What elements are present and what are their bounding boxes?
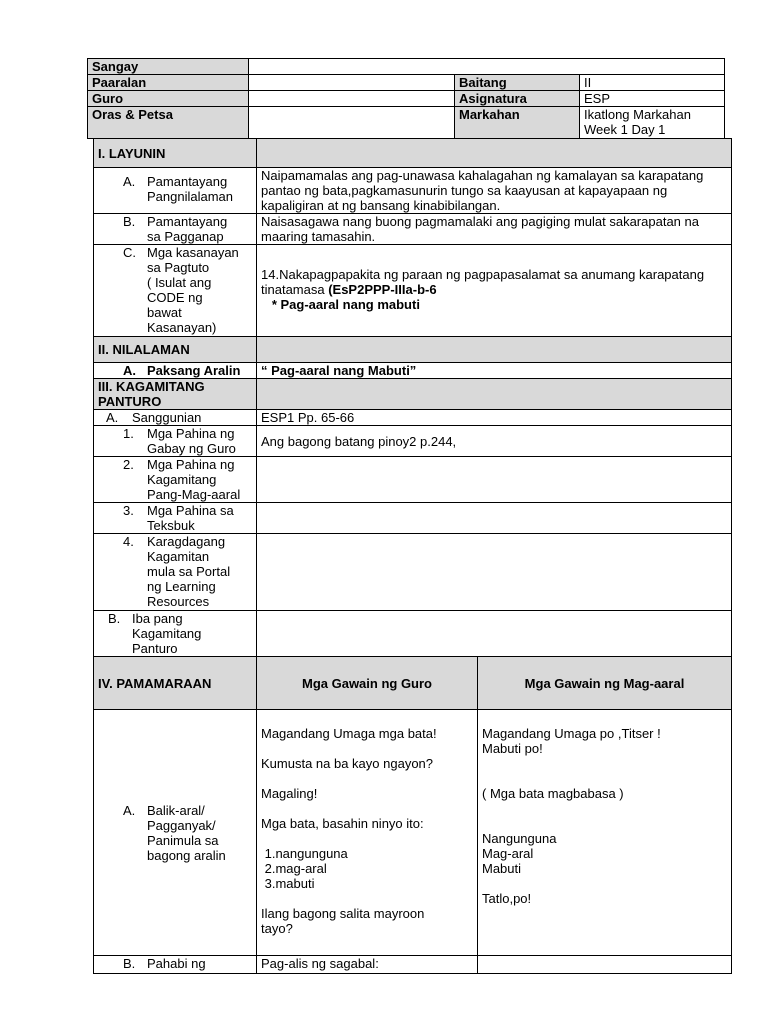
nilalaman-heading-fill xyxy=(257,337,732,363)
sanggunian-value: ESP1 Pp. 65-66 xyxy=(257,410,732,426)
guro-line: Magaling! xyxy=(261,786,318,801)
markahan-value-line-1: Ikatlong Markahan xyxy=(584,107,691,122)
balik-aral-guro xyxy=(257,710,478,956)
pahabi-guro: Pag-alis ng sagabal: xyxy=(257,956,478,974)
kasanayan-subtopic: * Pag-aaral nang mabuti xyxy=(261,297,420,312)
pahabi-label: B. Pahabi ng xyxy=(94,956,257,974)
magaaral-line xyxy=(482,771,727,786)
pamantayang-pagganap-value: Naisasagawa nang buong pagmamalaki ang pagiging mulat sakarapatan na maaring tamasahin. xyxy=(257,214,732,245)
guro-line xyxy=(261,831,473,846)
layunin-heading-fill xyxy=(257,139,732,168)
kasanayan-value xyxy=(257,245,732,337)
baitang-value: II xyxy=(580,75,725,91)
paksang-aralin-label: A. Paksang Aralin xyxy=(94,363,257,379)
magaaral-line xyxy=(482,816,727,831)
baitang-label: Baitang xyxy=(455,75,580,91)
magaaral-line: Magandang Umaga po ,Titser ! xyxy=(482,726,661,741)
oras-value xyxy=(249,107,455,139)
pamantayang-pangnilalaman-value: Naipamamalas ang pag-unawasa kahalagahan ng kamalayan sa karapatang pantao ng bata,pagkamasunurin tungo sa kaayusan at kapayapaan ng kapaligiran at ng bansang kinabibilangan. xyxy=(257,168,732,214)
markahan-value-line-2: Week 1 Day 1 xyxy=(584,122,666,137)
header-table xyxy=(87,58,725,139)
magaaral-line xyxy=(482,801,727,816)
guro-line: Magandang Umaga mga bata! xyxy=(261,726,437,741)
guro-line: 1.nangunguna xyxy=(261,846,348,861)
guro-line: tayo? xyxy=(261,921,293,936)
pamantayang-pagganap-label: B. Pamantayang sa Pagganap xyxy=(94,214,257,245)
kagamitan-heading-fill xyxy=(257,379,732,410)
paaralan-value xyxy=(249,75,455,91)
learning-resources-value xyxy=(257,534,732,611)
magaaral-line: Mabuti po! xyxy=(482,741,543,756)
magaaral-line: Tatlo,po! xyxy=(482,891,532,906)
guro-label: Guro xyxy=(88,91,249,107)
pamantayang-pangnilalaman-label: A. Pamantayang Pangnilalaman xyxy=(94,168,257,214)
guro-line: Ilang bagong salita mayroon xyxy=(261,906,425,921)
guro-line: Mga bata, basahin ninyo ito: xyxy=(261,816,424,831)
guro-line xyxy=(261,741,473,756)
gawain-guro-heading: Mga Gawain ng Guro xyxy=(257,657,478,710)
sangay-value xyxy=(249,59,725,75)
kasanayan-label: C. Mga kasanayan sa Pagtuto ( Isulat ang CODE ng bawat Kasanayan) xyxy=(94,245,257,337)
kasanayan-text: 14.Nakapagpapakita ng paraan ng pagpapasalamat sa anumang karapatang tinatamasa xyxy=(261,267,705,297)
magaaral-dialogue xyxy=(482,710,727,906)
guro-line xyxy=(261,801,473,816)
gabay-guro-value: Ang bagong batang pinoy2 p.244, xyxy=(257,426,732,457)
guro-line: Kumusta na ba kayo ngayon? xyxy=(261,756,434,771)
pamamaraan-heading: IV. PAMAMARAAN xyxy=(94,657,257,710)
asignatura-value: ESP xyxy=(580,91,725,107)
markahan-label: Markahan xyxy=(455,107,580,139)
layunin-heading: I. LAYUNIN xyxy=(94,139,257,168)
guro-line xyxy=(261,771,473,786)
kagamitang-magaaral-label: 2. Mga Pahina ng Kagamitang Pang-Mag-aaral xyxy=(94,457,257,503)
balik-aral-label: A. Balik-aral/ Pagganyak/ Panimula sa bagong aralin xyxy=(94,710,257,956)
gawain-magaaral-heading: Mga Gawain ng Mag-aaral xyxy=(478,657,732,710)
sanggunian-label: A. Sanggunian xyxy=(94,410,257,426)
guro-value xyxy=(249,91,455,107)
teksbuk-value xyxy=(257,503,732,534)
magaaral-line xyxy=(482,876,727,891)
paksang-aralin-value: “ Pag-aaral nang Mabuti” xyxy=(257,363,732,379)
paaralan-label: Paaralan xyxy=(88,75,249,91)
magaaral-line: Mag-aral xyxy=(482,846,534,861)
asignatura-label: Asignatura xyxy=(455,91,580,107)
magaaral-line: Nangunguna xyxy=(482,831,557,846)
oras-label: Oras & Petsa xyxy=(88,107,249,139)
guro-line: 2.mag-aral xyxy=(261,861,327,876)
gabay-guro-label: 1. Mga Pahina ng Gabay ng Guro xyxy=(94,426,257,457)
balik-aral-magaaral xyxy=(478,710,732,956)
guro-line xyxy=(261,891,473,906)
pahabi-magaaral xyxy=(478,956,732,974)
iba-pang-kagamitan-value xyxy=(257,611,732,657)
markahan-value xyxy=(580,107,725,139)
nilalaman-heading: II. NILALAMAN xyxy=(94,337,257,363)
iba-pang-kagamitan-label: B. Iba pang Kagamitang Panturo xyxy=(94,611,257,657)
guro-dialogue xyxy=(261,710,473,936)
magaaral-line: Mabuti xyxy=(482,861,522,876)
teksbuk-label: 3. Mga Pahina sa Teksbuk xyxy=(94,503,257,534)
magaaral-line: ( Mga bata magbabasa ) xyxy=(482,786,624,801)
sangay-label: Sangay xyxy=(88,59,249,75)
learning-resources-label: 4. Karagdagang Kagamitan mula sa Portal ng Learning Resources xyxy=(94,534,257,611)
kasanayan-code: (EsP2PPP-IIIa-b-6 xyxy=(328,282,437,297)
kagamitang-magaaral-value xyxy=(257,457,732,503)
lesson-plan-table xyxy=(93,138,732,974)
kagamitan-heading: III. KAGAMITANG PANTURO xyxy=(94,379,257,410)
guro-line: 3.mabuti xyxy=(261,876,315,891)
magaaral-line xyxy=(482,756,727,771)
